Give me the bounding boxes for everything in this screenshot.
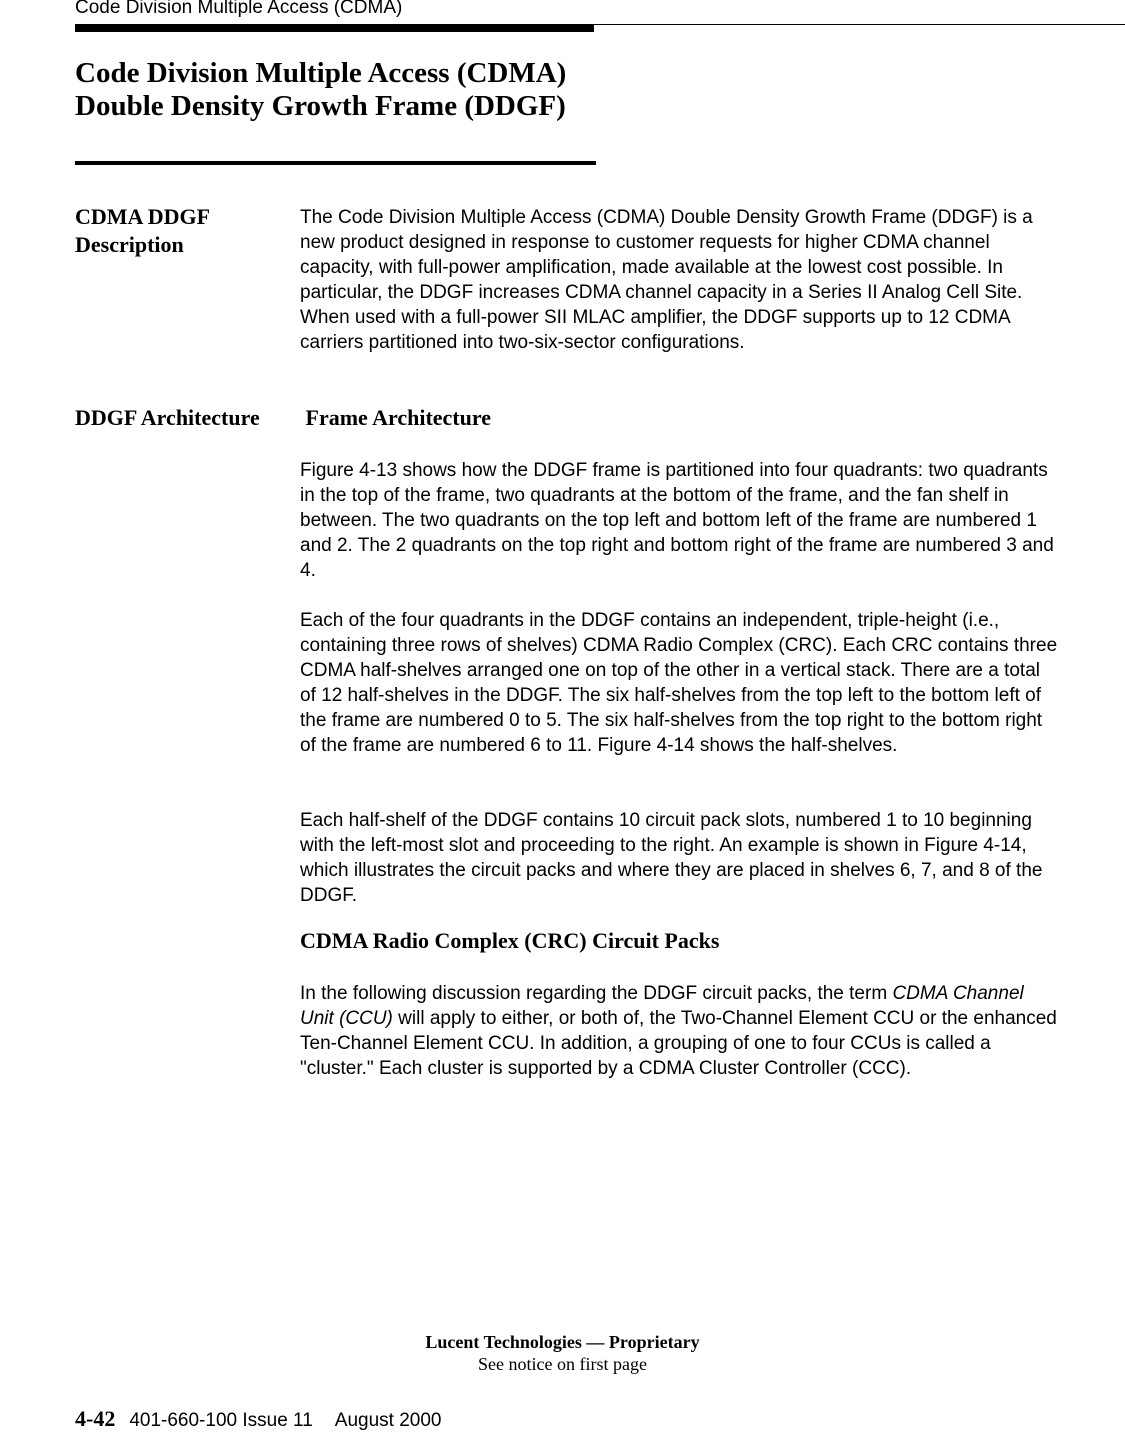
crc-text-after-term: will apply to either, or both of, the Two-Channel Element CCU or the enhanced Ten-Channel Element CCU. In addition, a grouping of one to four CCUs is called a "cluster." Each cluster is supported by a CDMA Cluster Controller (CCC).: [300, 1008, 1057, 1079]
running-header: Code Division Multiple Access (CDMA): [75, 0, 403, 18]
architecture-paragraph-3: Each half-shelf of the DDGF contains 10 circuit pack slots, numbered 1 to 10 beginning with the left-most slot and proceeding to the right. An example is shown in Figure 4-14, which illustrates the circuit packs and where they are placed in shelves 6, 7, and 8 of the DDGF.: [300, 810, 1043, 906]
footer-company: Lucent Technologies — Proprietary: [425, 1332, 700, 1352]
title-bottom-rule: [75, 161, 596, 165]
crc-text-before-term: In the following discussion regarding the DDGF circuit packs, the term: [300, 983, 893, 1004]
subheading-crc-circuit-packs: CDMA Radio Complex (CRC) Circuit Packs: [300, 928, 720, 953]
publication-date: August 2000: [334, 1410, 442, 1431]
title-top-rule: [75, 25, 594, 32]
architecture-paragraph-1: Figure 4-13 shows how the DDGF frame is partitioned into four quadrants: two quadrants in the top of the frame, two quadrants at the bottom of the frame, and the fan shelf in between. The two quadrants on the top left and bottom left of the frame are numbered 1 and 2. The 2 quadrants on the top right and bottom right of the frame are numbered 3 and 4.: [300, 460, 1054, 581]
crc-term: CDMA Channel Unit (CCU): [300, 983, 1024, 1029]
architecture-paragraph-2: Each of the four quadrants in the DDGF contains an independent, triple-height (i.e., containing three rows of shelves) CDMA Radio Complex (CRC). Each CRC contains three CDMA half-shelves arranged one on top of the other in a vertical stack. There are a total of 12 half-shelves in the DDGF. The six half-shelves from the top left to the bottom left of the frame are numbered 0 to 5. The six half-shelves from the top right to the bottom right of the frame are numbered 6 to 11. Figure 4-14 shows the half-shelves.: [300, 610, 1058, 756]
page-number: 4-42: [75, 1406, 116, 1431]
subheading-frame-architecture: Frame Architecture: [300, 405, 491, 430]
document-id: 401-660-100 Issue 11: [129, 1410, 313, 1431]
section-heading-architecture: DDGF Architecture: [75, 405, 260, 430]
footer-notice: See notice on first page: [478, 1354, 647, 1374]
section-heading-description: CDMA DDGF Description: [75, 204, 210, 257]
description-paragraph: The Code Division Multiple Access (CDMA) Double Density Growth Frame (DDGF) is a new product designed in response to customer requests for higher CDMA channel capacity, with full-power amplification, made available at the lowest cost possible. In particular, the DDGF increases CDMA channel capacity in a Series II Analog Cell Site. When used with a full-power SII MLAC amplifier, the DDGF supports up to 12 CDMA carriers partitioned into two-six-sector configurations.: [300, 207, 1033, 353]
crc-paragraph: [300, 981, 1060, 1081]
page-title: Code Division Multiple Access (CDMA) Double Density Growth Frame (DDGF): [75, 57, 567, 122]
